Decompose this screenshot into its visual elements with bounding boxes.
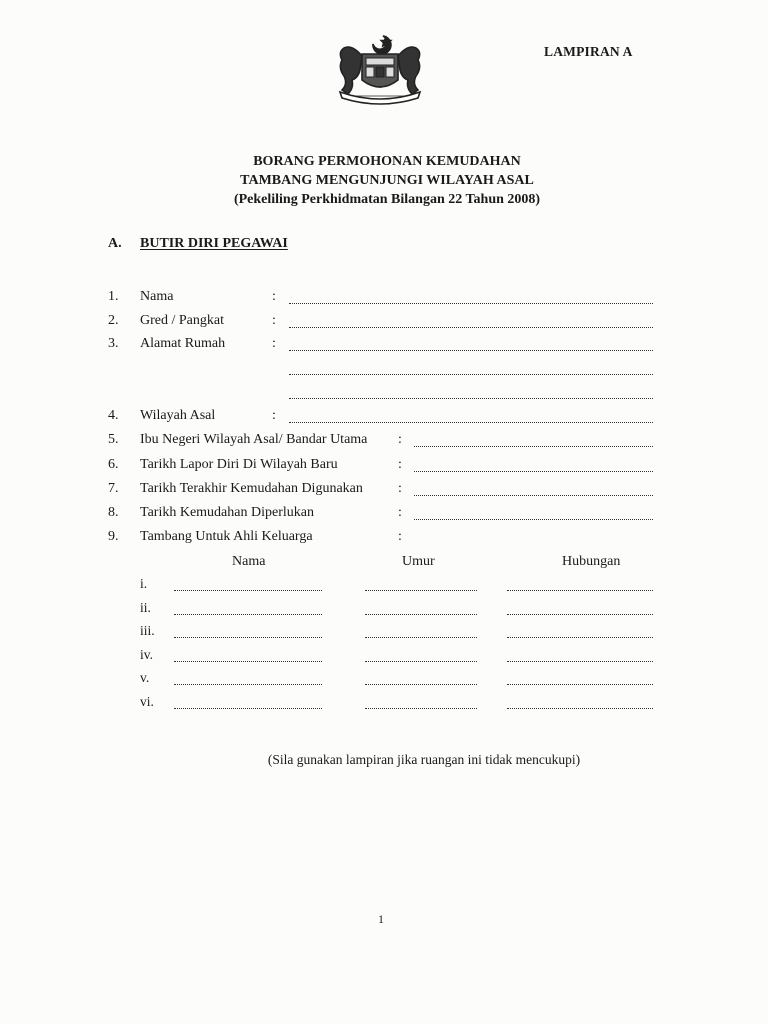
form-title [0,152,768,209]
section-title: BUTIR DIRI PEGAWAI [140,236,288,251]
family-name-input[interactable] [174,648,322,662]
title-line-2: TAMBANG MENGUNJUNGI WILAYAH ASAL [240,173,534,188]
malaysia-coat-of-arms-icon [326,30,434,108]
family-name-input[interactable] [174,577,322,591]
field-colon: : [398,505,402,520]
field-number: 1. [108,289,119,304]
family-age-input[interactable] [365,601,477,615]
family-relation-input[interactable] [507,577,653,591]
appendix-label: LAMPIRAN A [544,44,633,59]
family-age-input[interactable] [365,648,477,662]
field-colon: : [272,313,276,328]
note-label: (Sila gunakan lampiran jika ruangan ini tidak mencukupi) [267,752,581,767]
title-line-1: BORANG PERMOHONAN KEMUDAHAN [253,154,521,169]
family-row-number: iv. [140,647,153,662]
family-relation-input[interactable] [507,648,653,662]
column-header-nama: Nama [232,554,266,569]
family-row-number: i. [140,576,148,591]
tarikh-terakhir-input-line[interactable] [414,482,653,496]
field-number: 2. [108,313,119,328]
family-row-number: vi. [140,694,154,709]
family-row-number: v. [140,670,150,685]
field-number: 5. [108,432,119,447]
nama-input-line[interactable] [289,290,653,304]
field-colon: : [272,289,276,304]
field-label: Wilayah Asal [140,408,216,423]
section-letter: A. [108,236,122,251]
field-number: 4. [108,408,119,423]
note-text [0,752,768,768]
field-number: 9. [108,529,119,544]
tarikh-lapor-input-line[interactable] [414,458,653,472]
section-heading [108,236,288,252]
family-row-number: ii. [140,600,151,615]
field-number: 6. [108,457,119,472]
family-age-input[interactable] [365,671,477,685]
field-label: Tarikh Terakhir Kemudahan Digunakan [140,481,363,496]
family-name-input[interactable] [174,695,322,709]
field-colon: : [398,481,402,496]
family-name-input[interactable] [174,624,322,638]
family-age-input[interactable] [365,624,477,638]
ibu-negeri-input-line[interactable] [414,433,653,447]
title-line-3: (Pekeliling Perkhidmatan Bilangan 22 Tahun 2008) [233,192,541,207]
tarikh-diperlukan-input-line[interactable] [414,506,653,520]
field-label: Tarikh Lapor Diri Di Wilayah Baru [140,457,338,472]
wilayah-asal-input-line[interactable] [289,409,653,423]
field-colon: : [398,432,402,447]
field-number: 3. [108,336,119,351]
field-label: Nama [140,289,174,304]
field-label: Ibu Negeri Wilayah Asal/ Bandar Utama [140,432,368,447]
field-number: 7. [108,481,119,496]
alamat-input-line-1[interactable] [289,337,653,351]
alamat-input-line-3[interactable] [289,385,653,399]
gred-input-line[interactable] [289,314,653,328]
column-header-hubungan: Hubungan [562,554,621,569]
field-colon: : [398,529,402,544]
column-header-umur: Umur [402,554,435,569]
family-relation-input[interactable] [507,601,653,615]
field-label: Gred / Pangkat [140,313,224,328]
field-label: Tambang Untuk Ahli Keluarga [140,529,313,544]
family-relation-input[interactable] [507,624,653,638]
field-colon: : [272,336,276,351]
family-relation-input[interactable] [507,695,653,709]
family-relation-input[interactable] [507,671,653,685]
family-name-input[interactable] [174,601,322,615]
field-label: Alamat Rumah [140,336,226,351]
family-row-number: iii. [140,623,155,638]
page-number: 1 [378,912,384,926]
field-colon: : [398,457,402,472]
family-age-input[interactable] [365,577,477,591]
family-age-input[interactable] [365,695,477,709]
field-label: Tarikh Kemudahan Diperlukan [140,505,314,520]
alamat-input-line-2[interactable] [289,361,653,375]
field-number: 8. [108,505,119,520]
field-colon: : [272,408,276,423]
family-name-input[interactable] [174,671,322,685]
